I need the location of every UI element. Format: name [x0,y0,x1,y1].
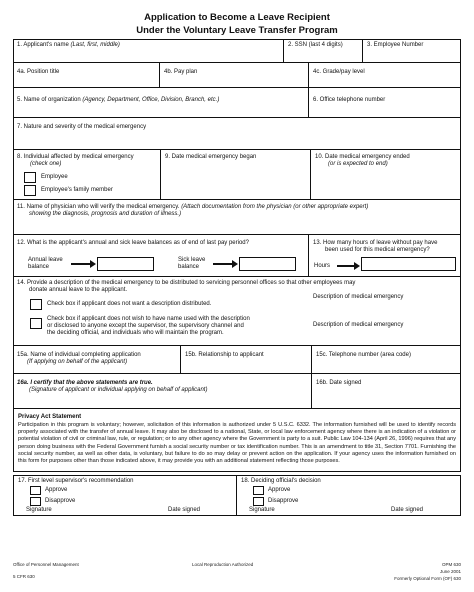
field-11-hint: showing the diagnosis, prognosis and duration of illness.) [29,211,182,217]
field-4a-position-title[interactable] [13,63,160,88]
field-4c-grade[interactable] [309,63,461,88]
no-name-label-line3: the deciding official, and individuals who will maintain the program. [47,330,224,336]
field-4c-label: 4c. Grade/pay level [313,69,365,75]
field-4b-label: 4b. Pay plan [164,69,198,75]
field-7-nature-severity[interactable] [13,118,461,150]
field-1-label: 1. Applicant's name (Last, first, middle) [17,42,120,48]
field-14-description [13,277,461,346]
footer-cfr: 5 CFR 630 [13,574,35,579]
field-16a-certification-signature[interactable] [13,374,312,409]
field-18-label: 18. Deciding official's decision [241,478,321,484]
footer-formerly: Formerly Optional Form (OF) 630 [394,576,461,581]
sick-leave-label-line1: Sick leave [178,257,206,263]
field-18-deciding-official-decision [237,475,461,516]
field-11-label: 11. Name of physician who will verify the medical emergency. (Attach documentation from the physician (or other appropriate expert) [17,204,369,210]
supervisor-signature-label: Signature [26,507,52,513]
privacy-act-body: Participation in this program is voluntary; however, solicitation of this information is authorized under 5 U.S.C. 6332. The information furnished will be used to identify records properly associated with the transfer of annual leave. It may also be disclosed to a national, State, or local law enforcement agency where there is an indication of a violation or potential violation of civil or criminal law, rule, or regulation; or to any other agency where the Government is party to a suit. Public Law 104-134 (April 26, 1996) requires that any person doing business with the Federal Government furnish a social security number or tax identification number. This is an amendment to title 31, Section 7701. Furnishing the social security number, as well as other data, is voluntary, but failure to do so may delay or prevent action on the application. If your agency uses the information furnished on this form for purposes other than those indicated above, it may provide you with an additional statement reflecting those purposes. [18,421,456,464]
field-11-physician[interactable] [13,200,461,235]
field-4a-label: 4a. Position title [17,69,60,75]
supervisor-approve-label: Approve [45,487,68,493]
lwop-hours-input[interactable] [361,257,456,271]
supervisor-disapprove-label: Disapprove [45,498,76,504]
hours-arrow-icon [337,265,355,267]
field-10-date-ended[interactable] [311,150,461,200]
footer-form-date: June 2001 [439,569,461,574]
field-2-label: 2. SSN (last 4 digits) [288,42,343,48]
description-label-top: Description of medical emergency [313,294,404,300]
supervisor-disapprove-checkbox[interactable] [30,497,41,506]
field-14-label-line2: donate annual leave to the applicant. [29,287,128,293]
field-15b-relationship[interactable] [181,346,312,374]
field-12-leave-balances [13,235,309,277]
field-1-applicant-name[interactable] [13,39,284,63]
field-8-individual-affected [13,150,161,200]
footer-reproduction: Local Reproduction Authorized [192,562,254,567]
official-signature-label: Signature [249,507,275,513]
field-13-label-line2: been used for this medical emergency? [325,247,430,253]
annual-leave-balance-input[interactable] [97,257,154,271]
employee-checkbox[interactable] [24,172,36,183]
sick-leave-balance-input[interactable] [239,257,296,271]
no-name-disclosure-checkbox[interactable] [30,318,42,329]
annual-leave-arrow-icon [71,263,91,265]
privacy-act-statement [13,409,461,472]
no-name-label-line1: Check box if applicant does not wish to have name used with the description [47,316,250,322]
form-body [13,39,461,592]
official-disapprove-label: Disapprove [268,498,299,504]
field-16a-hint: (Signature of applicant or individual applying on behalf of applicant) [29,387,208,393]
supervisor-approve-checkbox[interactable] [30,486,41,495]
field-10-label: 10. Date medical emergency ended [315,154,410,160]
field-9-date-began[interactable] [161,150,311,200]
annual-leave-label-line1: Annual leave [28,257,63,263]
field-15a-hint: (If applying on behalf of the applicant) [27,359,128,365]
field-16b-label: 16b. Date signed [316,380,362,386]
no-name-label-line2: or disclosed to anyone except the supervisor, the supervisory channel and [47,323,244,329]
field-12-label: 12. What is the applicant's annual and sick leave balances as of end of last pay period? [17,240,249,246]
field-5-organization[interactable] [13,88,309,118]
field-15c-telephone[interactable] [312,346,461,374]
field-5-label: 5. Name of organization (Agency, Department, Office, Division, Branch, etc.) [17,97,220,103]
field-15a-label: 15a. Name of individual completing application [17,352,141,358]
form-title: Application to Become a Leave Recipient [144,12,330,23]
field-7-label: 7. Nature and severity of the medical emergency [17,124,147,130]
family-member-checkbox[interactable] [24,185,36,196]
hours-label: Hours [314,263,331,269]
field-15a-name-completing[interactable] [13,346,181,374]
official-approve-checkbox[interactable] [253,486,264,495]
official-approve-label: Approve [268,487,291,493]
footer-agency: Office of Personnel Management [13,562,79,567]
field-8-hint: (check one) [30,161,62,167]
field-14-label-line1: 14. Provide a description of the medical emergency to be distributed to servicing personnel offices so that other employees may [17,280,356,286]
supervisor-date-signed-label: Date signed [168,507,201,513]
sick-leave-arrow-icon [213,263,233,265]
sick-leave-label-line2: balance [178,264,200,270]
field-15c-label: 15c. Telephone number (area code) [316,352,411,358]
field-3-employee-number[interactable] [363,39,461,63]
form-subtitle: Under the Voluntary Leave Transfer Program [136,25,338,36]
official-date-signed-label: Date signed [391,507,424,513]
family-member-option-label: Employee's family member [41,187,113,193]
field-13-label-line1: 13. How many hours of leave without pay have [313,240,438,246]
no-description-checkbox[interactable] [30,299,42,310]
official-disapprove-checkbox[interactable] [253,497,264,506]
no-description-label: Check box if applicant does not want a description distributed. [47,301,212,307]
field-15b-label: 15b. Relationship to applicant [185,352,264,358]
field-6-office-telephone[interactable] [309,88,461,118]
field-6-label: 6. Office telephone number [313,97,386,103]
employee-option-label: Employee [41,174,68,180]
description-label-bottom: Description of medical emergency [313,322,404,328]
field-9-label: 9. Date medical emergency began [165,154,257,160]
field-2-ssn[interactable] [284,39,363,63]
field-4b-pay-plan[interactable] [160,63,309,88]
field-3-label: 3. Employee Number [367,42,424,48]
field-8-label: 8. Individual affected by medical emergency [17,154,134,160]
field-17-supervisor-recommendation [13,475,237,516]
footer-form-number: OPM 630 [441,562,461,567]
privacy-act-title: Privacy Act Statement [18,414,82,420]
field-16b-date-signed[interactable] [312,374,461,409]
field-17-label: 17. First level supervisor's recommendation [18,478,134,484]
annual-leave-label-line2: balance [28,264,50,270]
field-13-lwop-hours [309,235,461,277]
description-input[interactable] [311,303,459,319]
field-16a-label: 16a. I certify that the above statements are true. [17,380,153,386]
field-10-hint: (or is expected to end) [328,161,388,167]
